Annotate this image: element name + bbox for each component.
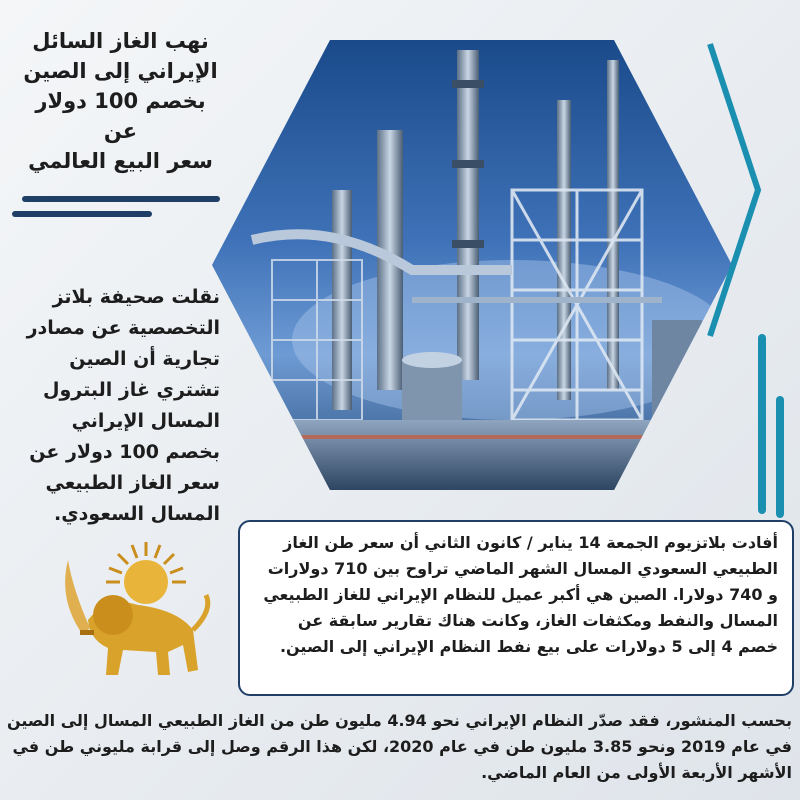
divider-bar xyxy=(22,196,220,202)
headline-line: سعر البيع العالمي xyxy=(28,149,213,173)
headline-line: نهب الغاز السائل xyxy=(32,29,209,53)
bottom-paragraph: بحسب المنشور، فقد صدّر النظام الإيراني نحو 4.94 مليون طن من الغاز الطبيعي المسال إلى الصين في عام 2019 ونحو 3.85 مليون طن في عام 2020، لكن هذا الرقم وصل إلى قرابة مليوني طن في الأشهر الأربعة الأولى من العام الماضي. xyxy=(6,711,792,782)
details-box xyxy=(238,520,794,696)
details-text: أفادت بلاتزيوم الجمعة 14 يناير / كانون الثاني أن سعر طن الغاز الطبيعي السعودي المسال الشهر الماضي تراوح بين 710 دولارات و 740 دولارا. الصين هي أكبر عميل للنظام الإيراني للغاز الطبيعي المسال والنفط ومكثفات الغاز، وكانت هناك تقارير سابقة عن خصم 4 إلى 5 دولارات على بيع نفط النظام الإيراني إلى الصين. xyxy=(263,533,778,656)
chevron-decoration xyxy=(706,40,766,340)
refinery-photo xyxy=(212,40,732,490)
headline xyxy=(18,26,223,176)
headline-line: الإيراني إلى الصين xyxy=(23,59,218,83)
divider-bar xyxy=(12,211,152,217)
lion-and-sun-emblem xyxy=(28,540,218,690)
headline-line: بخصم 100 دولار عن xyxy=(35,89,206,143)
intro-paragraph: نقلت صحيفة بلاتز التخصصية عن مصادر تجارية أن الصين تشتري غاز البترول المسال الإيراني بخصم 100 دولار عن سعر الغاز الطبيعي المسال السعودي. xyxy=(26,286,220,525)
vertical-lines-decoration xyxy=(752,330,792,520)
